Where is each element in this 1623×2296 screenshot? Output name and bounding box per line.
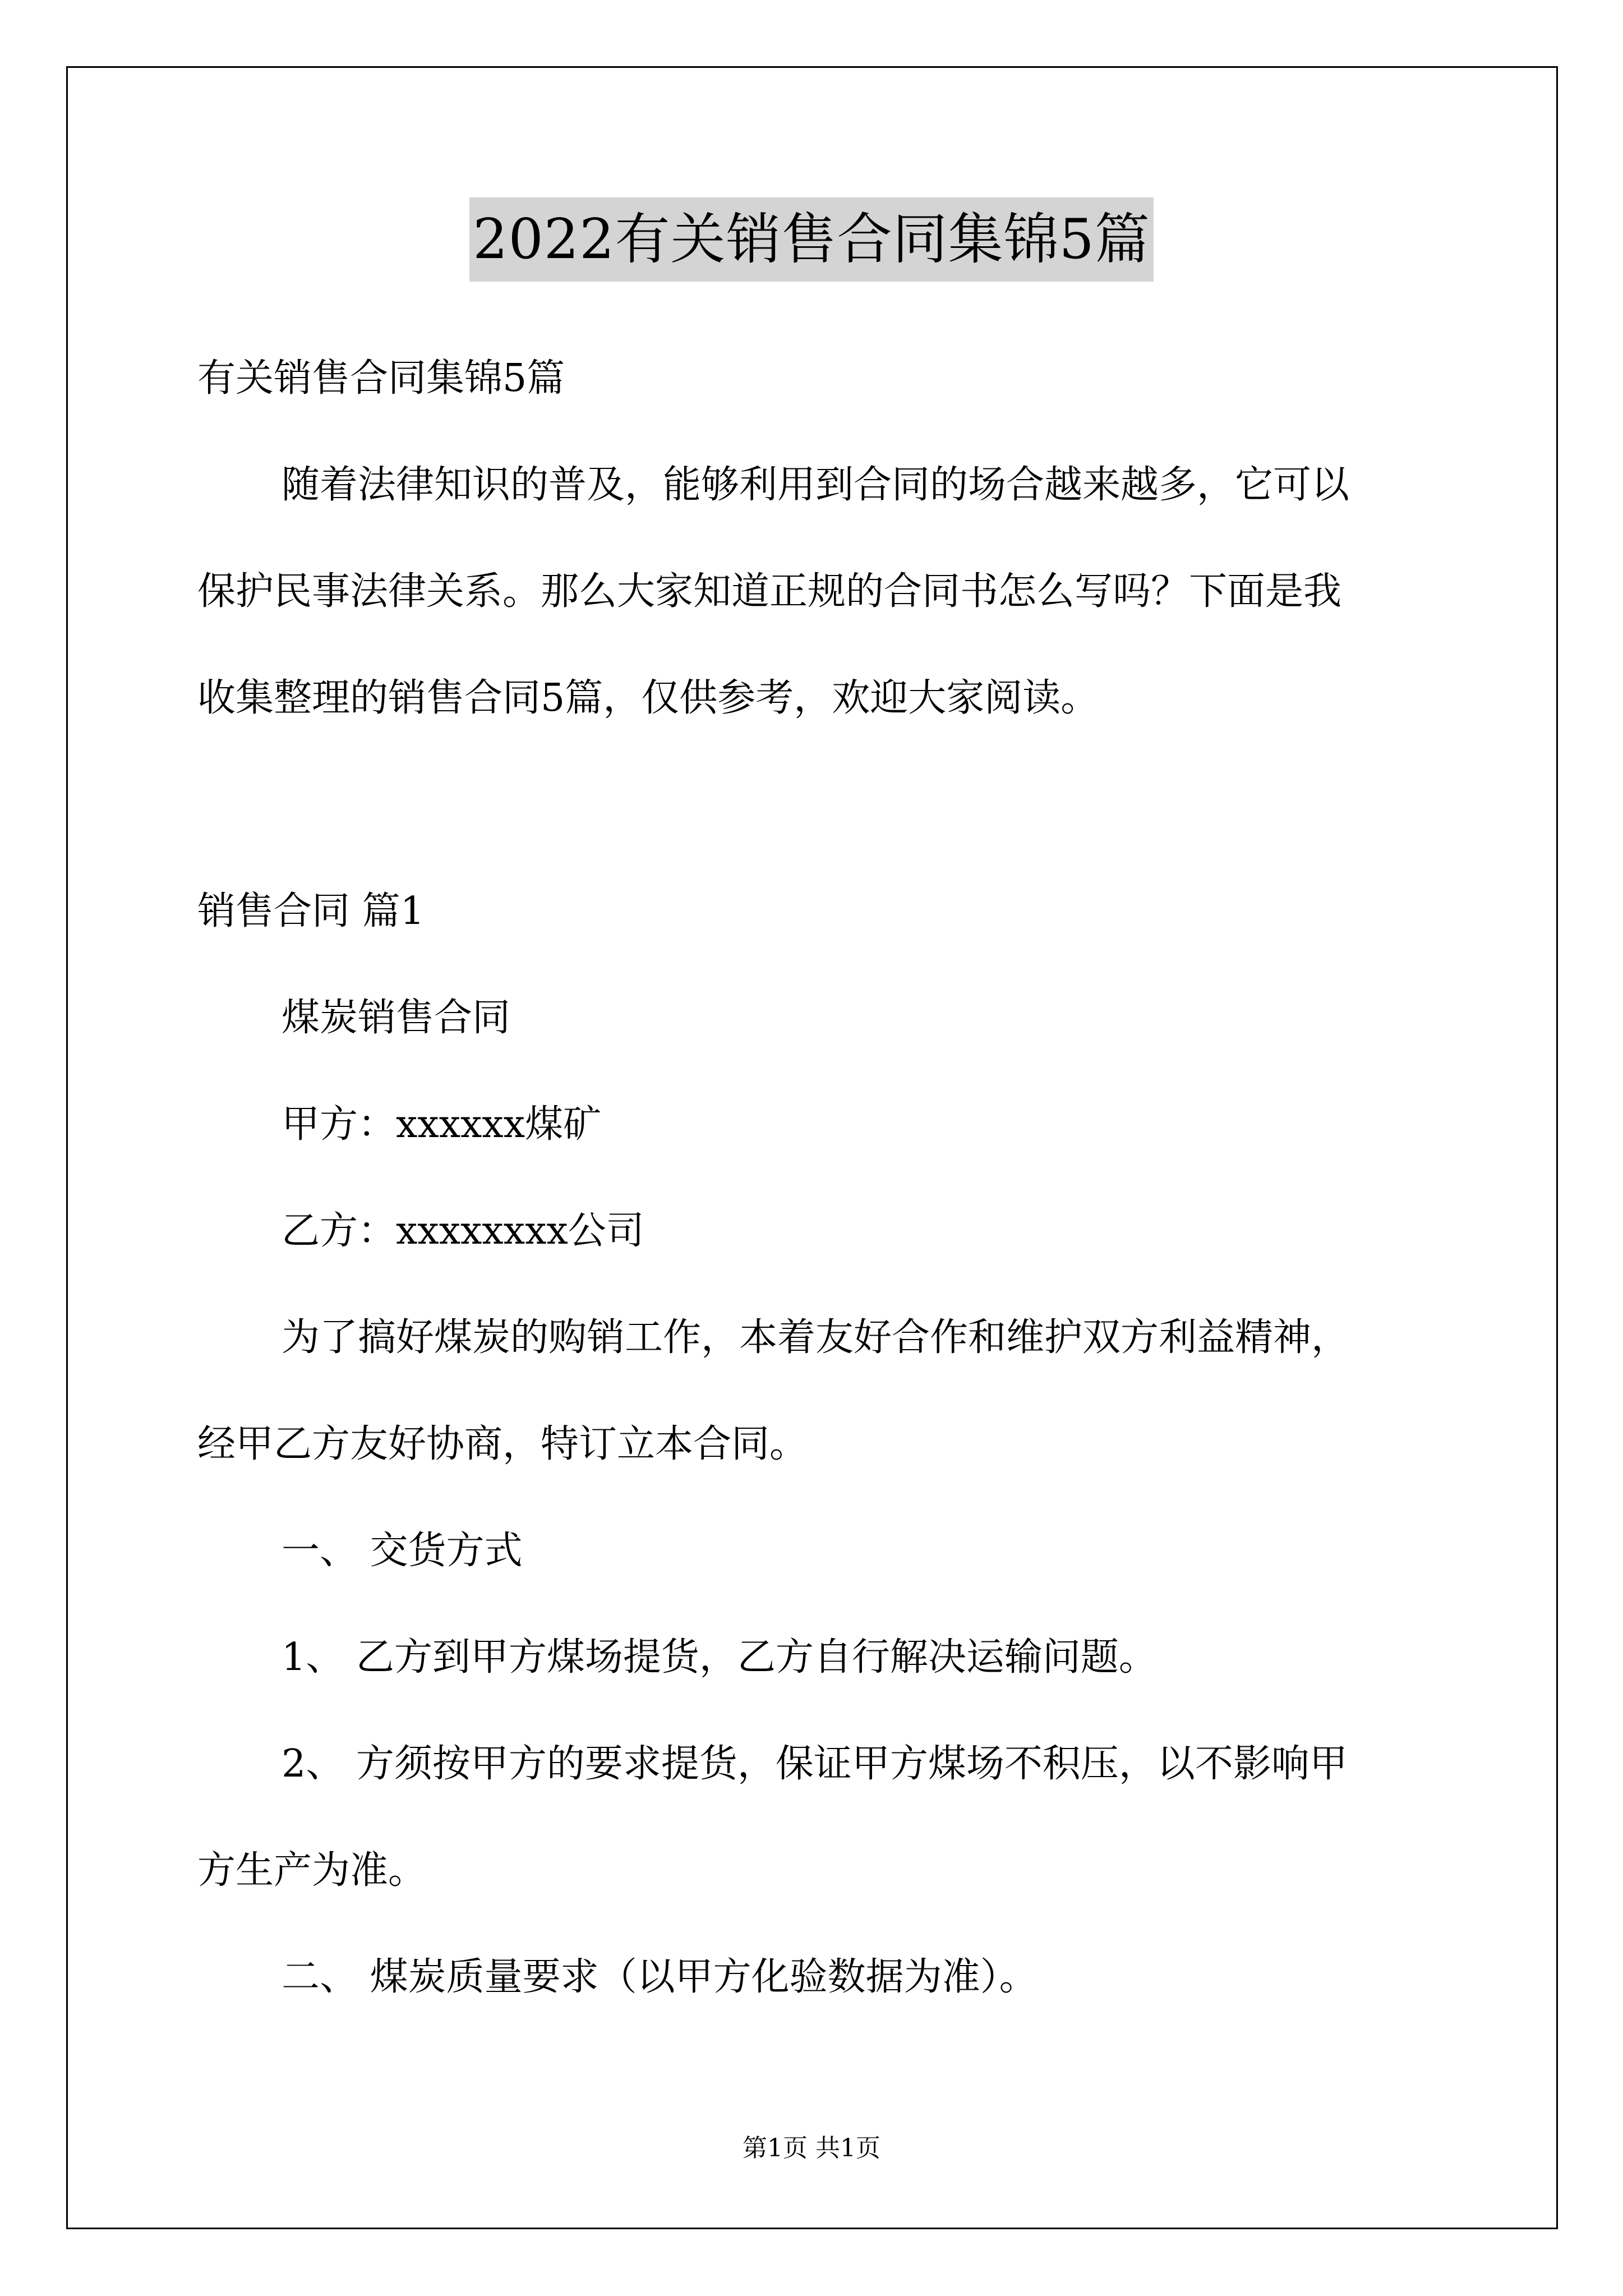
body-paragraph-line: 经甲乙方友好协商，特订立本合同。: [197, 1422, 808, 1466]
page-footer: 第1页 共1页: [743, 2134, 880, 2162]
clause-item: 2、 方须按甲方的要求提货，保证甲方煤场不积压，以不影响甲: [282, 1742, 1348, 1786]
party-b-line: 乙方：xxxxxxxx公司: [282, 1209, 644, 1253]
clause-item: 1、 乙方到甲方煤场提货，乙方自行解决运输问题。: [282, 1635, 1157, 1680]
clause-heading: 一、 交货方式: [282, 1529, 523, 1573]
title-container: [0, 197, 1623, 282]
clause-heading: 二、 煤炭质量要求（以甲方化验数据为准）。: [282, 1955, 1038, 1999]
subtitle-line: 有关销售合同集锦5篇: [197, 356, 565, 401]
document-title: 2022有关销售合同集锦5篇: [469, 197, 1154, 282]
party-a-line: 甲方：xxxxxx煤矿: [282, 1102, 602, 1147]
intro-paragraph-line: 收集整理的销售合同5篇，仅供参考，欢迎大家阅读。: [197, 676, 1099, 720]
contract-title: 煤炭销售合同: [282, 996, 511, 1040]
clause-item-continuation: 方生产为准。: [197, 1848, 427, 1893]
body-paragraph-line: 为了搞好煤炭的购销工作，本着友好合作和维护双方利益精神，: [282, 1315, 1350, 1360]
section-heading: 销售合同 篇1: [197, 889, 425, 933]
intro-paragraph-line: 随着法律知识的普及，能够利用到合同的场合越来越多，它可以: [282, 463, 1350, 507]
intro-paragraph-line: 保护民事法律关系。那么大家知道正规的合同书怎么写吗？下面是我: [197, 569, 1342, 614]
